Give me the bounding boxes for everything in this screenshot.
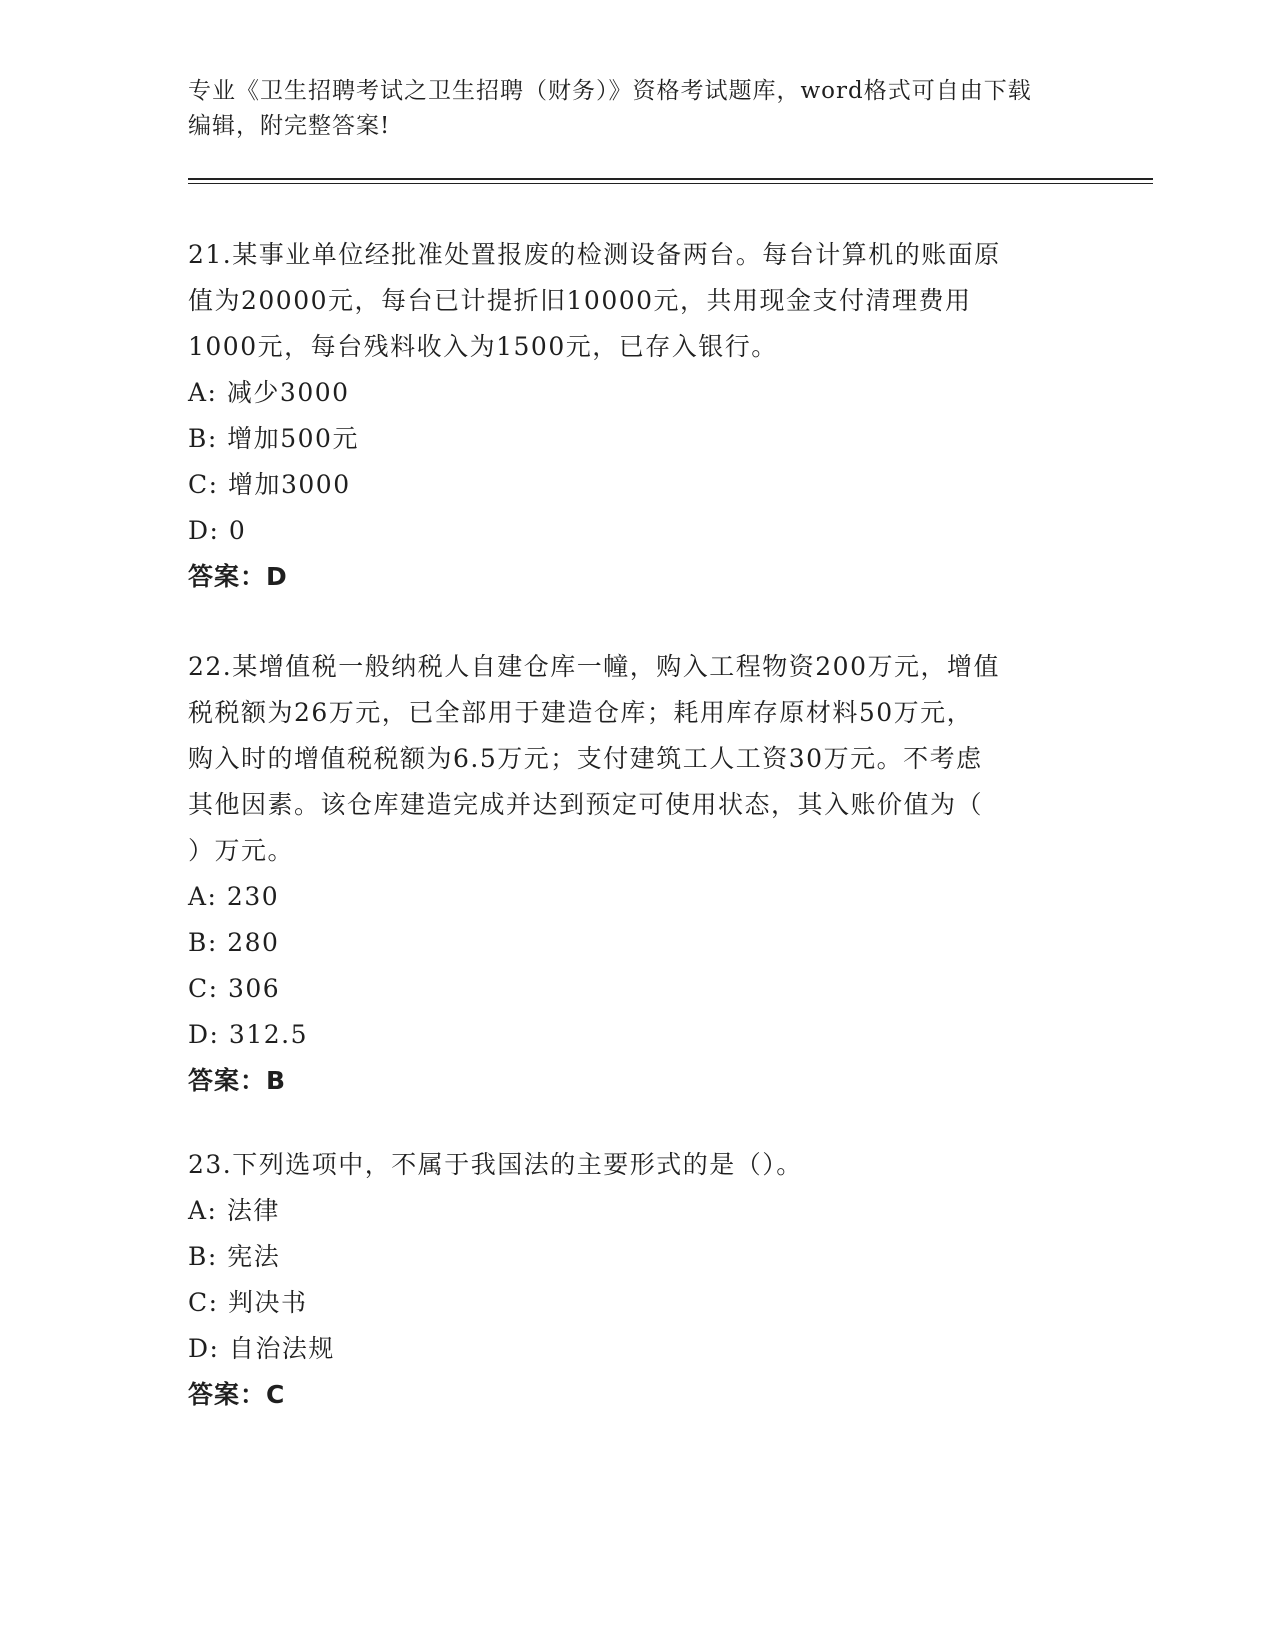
document-header <box>188 74 1088 144</box>
answer-label: 答案：D <box>188 562 288 591</box>
question-23 <box>188 1142 1088 1418</box>
option-c: C: 增加3000 <box>188 470 351 499</box>
option-d: D: 自治法规 <box>188 1334 335 1363</box>
stem-line: 其他因素。该仓库建造完成并达到预定可使用状态，其入账价值为（ <box>188 790 984 819</box>
header-line-2: 编辑，附完整答案! <box>188 113 391 139</box>
stem-line: ）万元。 <box>188 836 295 865</box>
question-stem <box>188 232 1088 370</box>
option-a: A: 减少3000 <box>188 378 350 407</box>
stem-line: 21.某事业单位经批准处置报废的检测设备两台。每台计算机的账面原 <box>188 240 1001 269</box>
answer-label: 答案：C <box>188 1380 286 1409</box>
option-b: B: 增加500元 <box>188 424 359 453</box>
question-22 <box>188 644 1088 1104</box>
question-21 <box>188 232 1088 600</box>
question-stem <box>188 1142 1088 1188</box>
option-d: D: 312.5 <box>188 1020 308 1049</box>
question-stem <box>188 644 1088 874</box>
option-c: C: 306 <box>188 974 281 1003</box>
header-divider <box>188 178 1153 184</box>
option-b: B: 宪法 <box>188 1242 281 1271</box>
option-c: C: 判决书 <box>188 1288 308 1317</box>
header-line-1: 专业《卫生招聘考试之卫生招聘（财务）》资格考试题库，word格式可自由下载 <box>188 78 1032 104</box>
stem-line: 税税额为26万元，已全部用于建造仓库；耗用库存原材料50万元， <box>188 698 974 727</box>
answer-label: 答案：B <box>188 1066 287 1095</box>
option-b: B: 280 <box>188 928 280 957</box>
stem-line: 购入时的增值税税额为6.5万元；支付建筑工人工资30万元。不考虑 <box>188 744 983 773</box>
stem-line: 值为20000元，每台已计提折旧10000元，共用现金支付清理费用 <box>188 286 972 315</box>
stem-line: 22.某增值税一般纳税人自建仓库一幢，购入工程物资200万元，增值 <box>188 652 1000 681</box>
stem-line: 1000元，每台残料收入为1500元，已存入银行。 <box>188 332 778 361</box>
option-a: A: 230 <box>188 882 280 911</box>
option-d: D: 0 <box>188 516 247 545</box>
option-a: A: 法律 <box>188 1196 280 1225</box>
stem-line: 23.下列选项中，不属于我国法的主要形式的是（）。 <box>188 1150 803 1179</box>
